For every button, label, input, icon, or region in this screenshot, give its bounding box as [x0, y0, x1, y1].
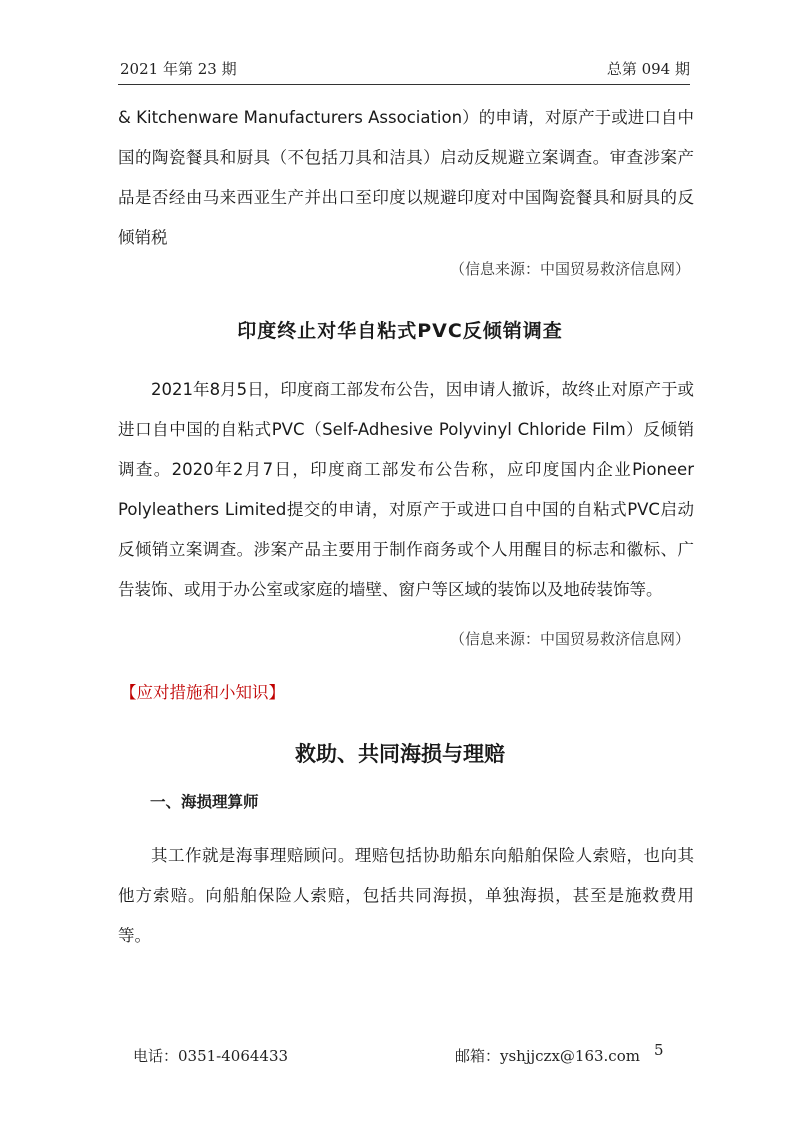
header-issue: 2021 年第 23 期	[120, 60, 237, 78]
article3-paragraph: 其工作就是海事理赔顾问。理赔包括协助船东向船舶保险人索赔，也向其他方索赔。向船舶保险人索赔，包括共同海损，单独海损，甚至是施救费用等。	[118, 846, 694, 945]
header-divider	[118, 84, 690, 85]
page-number: 5	[654, 1041, 664, 1059]
article3-subheading: 一、海损理算师	[150, 793, 259, 811]
article2-paragraph: 2021年8月5日，印度商工部发布公告，因申请人撤诉，故终止对原产于或进口自中国的自粘式PVC（Self-Adhesive Polyvinyl Chloride Film）反倾销调查。2020年2月7日，印度商工部发布公告称，应印度国内企业Pioneer Polyleathers Limited提交的申请，对原产于或进口自中国的自粘式PVC启动反倾销立案调查。涉案产品主要用于制作商务或个人用醒目的标志和徽标、广告装饰、或用于办公室或家庭的墙壁、窗户等区域的装饰以及地砖装饰等。	[118, 380, 694, 599]
article2-source: （信息来源：中国贸易救济信息网）	[449, 630, 690, 648]
article2-title: 印度终止对华自粘式PVC反倾销调查	[237, 320, 563, 342]
footer-email: 邮箱：yshjjczx@163.com	[455, 1047, 640, 1065]
footer-phone: 电话：0351-4064433	[133, 1047, 289, 1065]
article3-title: 救助、共同海损与理赔	[295, 742, 505, 766]
article1-paragraph: & Kitchenware Manufacturers Association）的申请，对原产于或进口自中国的陶瓷餐具和厨具（不包括刀具和洁具）启动反规避立案调查。审查涉案产品是否经由马来西亚生产并出口至印度以规避印度对中国陶瓷餐具和厨具的反倾销税	[118, 108, 694, 247]
header-total-issue: 总第 094 期	[606, 60, 690, 78]
article1-source: （信息来源：中国贸易救济信息网）	[449, 260, 690, 278]
section-tag: 【应对措施和小知识】	[120, 683, 285, 702]
